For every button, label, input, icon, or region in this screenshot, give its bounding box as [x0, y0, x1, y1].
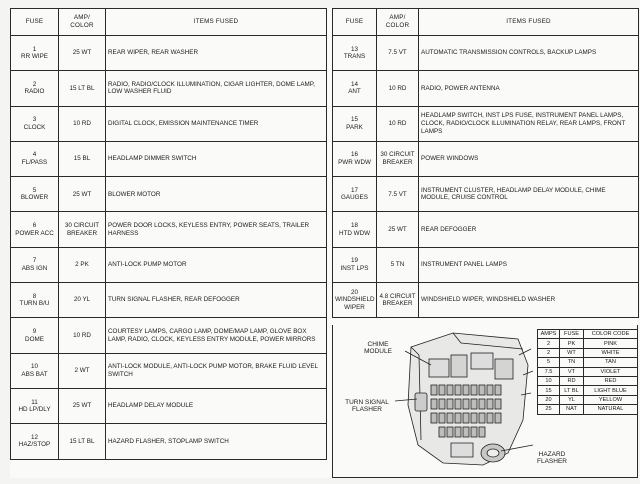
amp-color-cell: 15 LT BL [59, 424, 106, 459]
fuse-name: CLOCK [23, 123, 46, 131]
color-header-code: COLOR CODE [584, 330, 638, 339]
items-fused-cell: POWER DOOR LOCKS, KEYLESS ENTRY, POWER SEATS, TRAILER HARNESS [106, 212, 327, 247]
table-header-row [11, 9, 327, 36]
fuse-cell [11, 36, 59, 71]
color-fuse: WT [560, 348, 584, 357]
color-amps: 20 [538, 395, 560, 404]
items-fused-cell: RADIO, POWER ANTENNA [419, 71, 639, 106]
color-name: TAN [584, 358, 638, 367]
items-fused-cell: REAR DEFOGGER [419, 212, 639, 247]
fuse-cell [11, 177, 59, 212]
fuse-number: 11 [31, 398, 38, 406]
color-amps: 25 [538, 405, 560, 414]
table-row [11, 71, 327, 106]
fuse-name: DOME [25, 335, 44, 343]
items-fused-cell: HEADLAMP DIMMER SWITCH [106, 141, 327, 176]
color-name: YELLOW [584, 395, 638, 404]
table-row [333, 177, 639, 212]
fuse-block-diagram [332, 325, 638, 478]
items-fused-cell: ANTI-LOCK PUMP MOTOR [106, 247, 327, 282]
fuse-table-left [10, 8, 327, 460]
fuse-cell [11, 71, 59, 106]
fuse-cell [11, 212, 59, 247]
table-row [11, 247, 327, 282]
fuse-number: 8 [32, 292, 37, 300]
items-fused-cell: TURN SIGNAL FLASHER, REAR DEFOGGER [106, 283, 327, 318]
color-code-row [538, 395, 638, 404]
color-code-table [537, 329, 638, 415]
fuse-name: TURN B/U [19, 300, 50, 308]
header-items-fused: ITEMS FUSED [419, 9, 639, 36]
fuse-cell [11, 318, 59, 353]
table-row [333, 106, 639, 141]
fuse-number: 19 [350, 257, 358, 265]
color-name: PINK [584, 339, 638, 348]
fuse-cell [11, 424, 59, 459]
color-fuse: VT [560, 367, 584, 376]
fuse-cell [333, 212, 377, 247]
color-amps: 10 [538, 376, 560, 385]
header-fuse: FUSE [333, 9, 377, 36]
table-row [333, 36, 639, 71]
fuse-cell [333, 71, 377, 106]
items-fused-cell: HAZARD FLASHER, STOPLAMP SWITCH [106, 424, 327, 459]
fuse-table-right [332, 8, 639, 318]
items-fused-cell: WINDSHIELD WIPER, WINDSHIELD WASHER [419, 283, 639, 318]
fuse-name: ANT [348, 88, 361, 96]
fuse-number: 15 [350, 116, 358, 124]
fuse-cell [11, 106, 59, 141]
fuse-cell [11, 141, 59, 176]
hazard-flasher-label: HAZARD FLASHER [537, 451, 567, 466]
fuse-number: 13 [350, 45, 358, 53]
fuse-cell [333, 177, 377, 212]
fuse-number: 17 [350, 186, 358, 194]
fuse-cell [11, 388, 59, 423]
table-row [11, 212, 327, 247]
fuse-name: HAZ/STOP [18, 441, 51, 449]
color-fuse: NAT [560, 405, 584, 414]
color-name: LIGHT BLUE [584, 386, 638, 395]
turn-signal-flasher-label: TURN SIGNAL FLASHER [345, 399, 389, 414]
amp-color-cell: 10 RD [59, 106, 106, 141]
color-name: VIOLET [584, 367, 638, 376]
fuse-name: HD LP/DLY [18, 406, 51, 414]
amp-color-cell: 10 RD [59, 318, 106, 353]
fuse-number: 14 [350, 80, 358, 88]
color-name: NATURAL [584, 405, 638, 414]
fuse-name: POWER ACC [15, 229, 54, 237]
fuse-name: HTD WDW [338, 229, 371, 237]
amp-color-cell: 7.5 VT [377, 177, 419, 212]
fuse-cell [333, 247, 377, 282]
amp-color-cell: 30 CIRCUIT BREAKER [59, 212, 106, 247]
fuse-cell [11, 247, 59, 282]
table-row [333, 247, 639, 282]
table-row [11, 36, 327, 71]
table-row [11, 283, 327, 318]
amp-color-cell: 2 WT [59, 353, 106, 388]
header-amp-color: AMP/ COLOR [59, 9, 106, 36]
table-row [11, 141, 327, 176]
header-items-fused: ITEMS FUSED [106, 9, 327, 36]
amp-color-cell: 25 WT [59, 36, 106, 71]
fuse-name: FL/PASS [21, 159, 48, 167]
items-fused-cell: RADIO, RADIO/CLOCK ILLUMINATION, CIGAR LIGHTER, DOME LAMP, LOW WASHER FLUID [106, 71, 327, 106]
fuse-cell [333, 106, 377, 141]
fuse-number: 12 [30, 433, 38, 441]
color-code-row [538, 348, 638, 357]
color-amps: 2 [538, 339, 560, 348]
items-fused-cell: INSTRUMENT PANEL LAMPS [419, 247, 639, 282]
color-code-row [538, 386, 638, 395]
header-fuse: FUSE [11, 9, 59, 36]
amp-color-cell: 20 YL [59, 283, 106, 318]
color-code-row [538, 405, 638, 414]
amp-color-cell: 4.8 CIRCUIT BREAKER [377, 283, 419, 318]
fuse-name: BLOWER [20, 194, 49, 202]
amp-color-cell: 15 BL [59, 141, 106, 176]
items-fused-cell: REAR WIPER, REAR WASHER [106, 36, 327, 71]
fuse-number: 7 [32, 257, 37, 265]
color-code-row [538, 367, 638, 376]
fuse-number: 10 [30, 363, 38, 371]
amp-color-cell: 25 WT [59, 177, 106, 212]
fuse-number: 1 [32, 45, 37, 53]
fuse-number: 5 [32, 186, 37, 194]
fuse-cell [333, 283, 377, 318]
fuse-chart-sheet [10, 8, 638, 478]
fuse-number: 2 [32, 80, 37, 88]
table-row [333, 71, 639, 106]
color-amps: 2 [538, 348, 560, 357]
table-row [333, 283, 639, 318]
fuse-number: 16 [350, 151, 358, 159]
items-fused-cell: ANTI-LOCK MODULE, ANTI-LOCK PUMP MOTOR, BRAKE FLUID LEVEL SWITCH [106, 353, 327, 388]
fuse-name: PWR WDW [338, 159, 371, 167]
color-header-amps: AMPS [538, 330, 560, 339]
table-row [11, 177, 327, 212]
color-fuse: LT BL [560, 386, 584, 395]
fuse-number: 3 [32, 116, 37, 124]
amp-color-cell: 15 LT BL [59, 71, 106, 106]
color-name: RED [584, 376, 638, 385]
amp-color-cell: 10 RD [377, 106, 419, 141]
fuse-name: INST LPS [340, 264, 369, 272]
table-row [333, 212, 639, 247]
amp-color-cell: 7.5 VT [377, 36, 419, 71]
table-row [11, 388, 327, 423]
table-row [11, 424, 327, 459]
color-fuse: TN [560, 358, 584, 367]
fuse-cell [333, 141, 377, 176]
color-code-header-row [538, 330, 638, 339]
amp-color-cell: 25 WT [59, 388, 106, 423]
fuse-name: PARK [346, 123, 363, 131]
items-fused-cell: DIGITAL CLOCK, EMISSION MAINTENANCE TIMER [106, 106, 327, 141]
color-header-fuse: FUSE [560, 330, 584, 339]
fuse-number: 20 [350, 288, 358, 296]
fuse-number: 4 [32, 151, 37, 159]
fuse-name: WINDSHIELD WIPER [335, 296, 375, 311]
color-fuse: YL [560, 395, 584, 404]
color-fuse: RD [560, 376, 584, 385]
items-fused-cell: BLOWER MOTOR [106, 177, 327, 212]
amp-color-cell: 2 PK [59, 247, 106, 282]
color-name: WHITE [584, 348, 638, 357]
amp-color-cell: 25 WT [377, 212, 419, 247]
fuse-number: 6 [32, 222, 37, 230]
items-fused-cell: HEADLAMP SWITCH, INST LPS FUSE, INSTRUMENT PANEL LAMPS, CLOCK, RADIO/CLOCK ILLUMINATION RELAY, REAR LAMPS, FRONT LAMPS [419, 106, 639, 141]
items-fused-cell: COURTESY LAMPS, CARGO LAMP, DOME/MAP LAMP, GLOVE BOX LAMP, RADIO, CLOCK, KEYLESS ENTRY MODULE, POWER MIRRORS [106, 318, 327, 353]
table-row [11, 353, 327, 388]
fuse-number: 9 [32, 327, 37, 335]
fuse-name: ABS IGN [21, 264, 48, 272]
color-amps: 15 [538, 386, 560, 395]
fuse-cell [11, 353, 59, 388]
color-amps: 7.5 [538, 367, 560, 376]
fuse-cell [333, 36, 377, 71]
color-code-row [538, 376, 638, 385]
color-amps: 5 [538, 358, 560, 367]
color-code-row [538, 358, 638, 367]
table-row [11, 318, 327, 353]
items-fused-cell: INSTRUMENT CLUSTER, HEADLAMP DELAY MODULE, CHIME MODULE, CRUISE CONTROL [419, 177, 639, 212]
table-header-row [333, 9, 639, 36]
chime-module-label: CHIME MODULE [364, 341, 392, 356]
amp-color-cell: 10 RD [377, 71, 419, 106]
table-row [333, 141, 639, 176]
fuse-name: RR WIPE [21, 53, 48, 61]
fuse-number: 18 [350, 222, 358, 230]
items-fused-cell: POWER WINDOWS [419, 141, 639, 176]
fuse-cell [11, 283, 59, 318]
color-code-row [538, 339, 638, 348]
amp-color-cell: 5 TN [377, 247, 419, 282]
fuse-name: TRANS [343, 53, 366, 61]
fuse-name: GAUGES [341, 194, 368, 202]
table-row [11, 106, 327, 141]
header-amp-color: AMP/ COLOR [377, 9, 419, 36]
amp-color-cell: 30 CIRCUIT BREAKER [377, 141, 419, 176]
items-fused-cell: AUTOMATIC TRANSMISSION CONTROLS, BACKUP LAMPS [419, 36, 639, 71]
color-fuse: PK [560, 339, 584, 348]
fuse-name: RADIO [24, 88, 45, 96]
items-fused-cell: HEADLAMP DELAY MODULE [106, 388, 327, 423]
fuse-name: ABS BAT [21, 370, 48, 378]
